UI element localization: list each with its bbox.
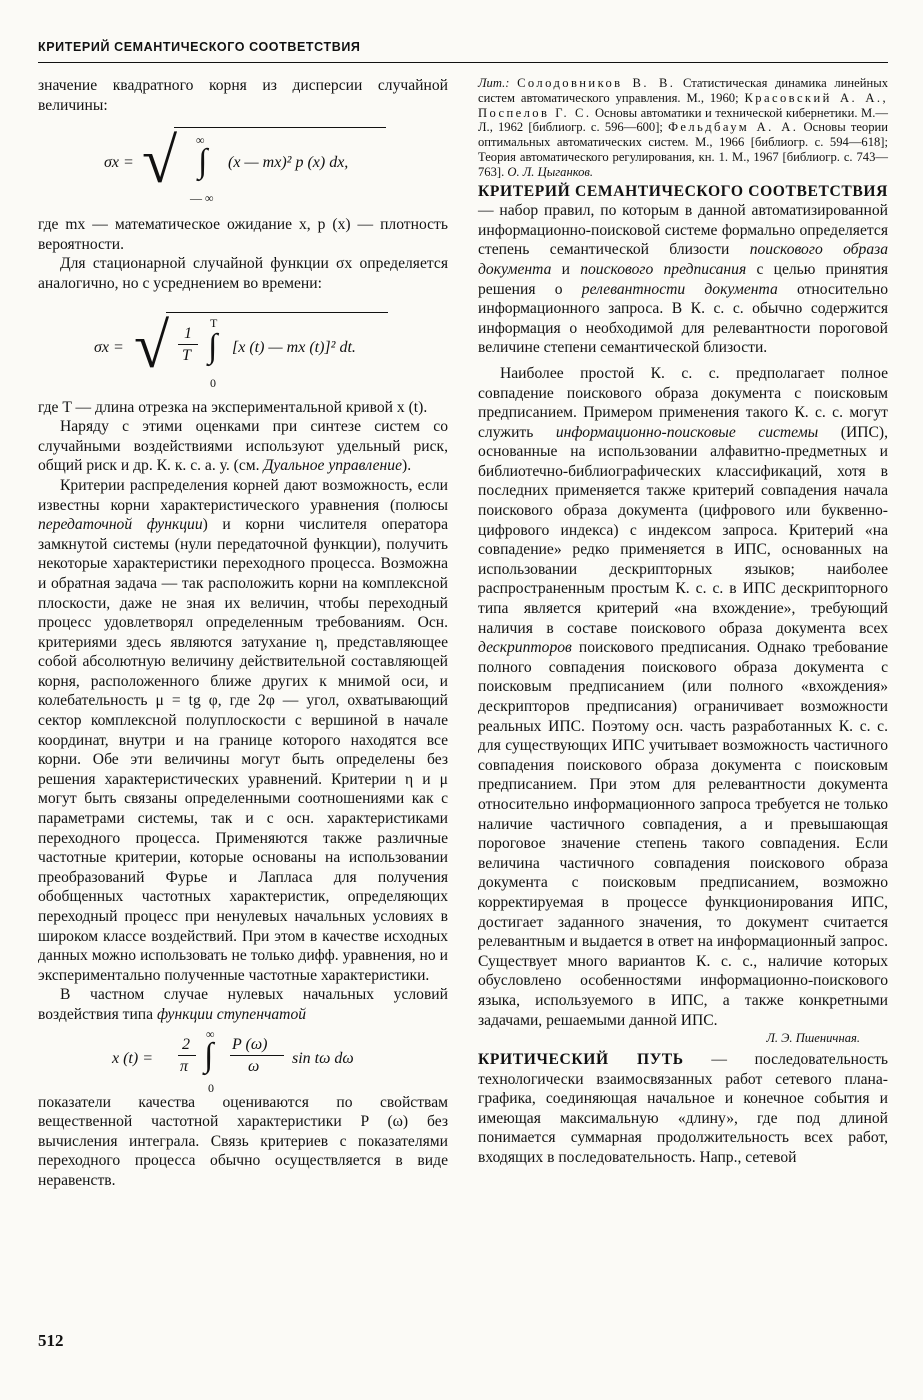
text-run: В частном случае нулевых начальных условий воздействия типа	[38, 986, 448, 1023]
text-run: и	[551, 260, 581, 278]
paragraph: где T — длина отрезка на экспериментальной кривой x (t).	[38, 398, 428, 416]
sqrt-bar	[174, 127, 386, 128]
frac-den: π	[180, 1057, 189, 1075]
text-run: Наряду с этими оценками при синтезе систем со случайными воздействиями используют удельный риск, общий риск и др. К. к. с. а. у. (см.	[38, 418, 448, 475]
text-run: — набор правил, по которым в данной автоматизированной информационно-поисковой системе формально определяется степень семантической близости	[478, 202, 888, 259]
inner-bar	[230, 1055, 284, 1056]
frac-den: T	[182, 346, 191, 364]
text-run: (ИПС), основанные на использовании алфавитно-предметных и библиотечно-библиографических классификаций, хотя в последних применяется также критерий совпадения начала поискового образа документа (цифрового или буквенно-цифрового индекса) с индексом запроса. Критерий «на совпадение» редко применяется в ИПС, основанных на использовании дескрипторных языков; наиболее распространенным простым К. с. с. в ИПС дескрипторного типа является критерий «на вхождение», требующий наличия в составе поискового образа документа всех	[478, 423, 888, 637]
paragraph	[38, 476, 448, 985]
text-run: поискового предписания. Однако требование полного совпадения поискового образа документа с поисковым предписанием (или полного «вхождения» дескрипторов предписания) ограничивает возможности реальных ИПС. Поэтому осн. часть разработанных К. с. с. для существующих ИПС учитывает возможность частичного совпадения поискового образа документа с поисковым предписанием. При этом для релевантности документа относительно информационного запроса требуется не только наличие частичного совпадения, а и превышающая пороговое значение степень такого совпадения. Если величина частичного совпадения поискового образа документа с поисковым предписанием, возможно корректируемая в процессе функционирования ИПС, достигает заданного значения, то документ считается релевантным и выдается в ответ на информационный запрос. Существует много вариантов К. с. с., наличие которых обусловлено особенностями информационно-поискового языка, используемого в ИПС, а также конкретными задачами, решаемыми данной ИПС.	[478, 639, 888, 1029]
formula-lhs: x (t) =	[112, 1049, 153, 1067]
cross-reference: поискового предписания	[580, 260, 747, 278]
integral-lower: 0	[210, 375, 216, 390]
text-run: Критерии распределения корней дают возможность, если известны корни характеристического уравнения (полюсы	[38, 476, 448, 514]
signature: О. Л. Цыганков.	[507, 164, 594, 179]
integral-sign: ∫	[204, 1036, 214, 1074]
signature: Л. Э. Пшеничная.	[766, 1031, 860, 1046]
sqrt-sign: √	[134, 309, 170, 381]
paragraph	[38, 417, 448, 476]
formula-sigma-x	[38, 115, 448, 215]
cross-reference: поискового образа документа	[478, 241, 889, 278]
entry-term: КРИТИЧЕСКИЙ ПУТЬ	[478, 1051, 684, 1069]
formula-sigma-x-time	[38, 294, 448, 398]
integrand: [x (t) — mx (t)]² dt.	[232, 338, 356, 356]
integral-upper: ∞	[206, 1026, 215, 1041]
running-head: КРИТЕРИЙ СЕМАНТИЧЕСКОГО СООТВЕТСТВИЯ	[38, 40, 361, 54]
paragraph: Для стационарной случайной функции σx определяется аналогично, но с усреднением во времени:	[38, 255, 448, 292]
bibliography-label: Лит.:	[478, 76, 510, 90]
page-number: 512	[38, 1331, 64, 1350]
cross-reference: функции ступенчатой	[156, 1005, 307, 1023]
integral-lower: 0	[208, 1080, 214, 1095]
formula-lhs: σx =	[104, 154, 134, 172]
frac-bar	[178, 344, 198, 345]
right-column	[478, 76, 888, 1168]
text-run: ).	[402, 457, 412, 475]
text-run: — последовательность технологически взаимосвязанных работ сетевого плана-графика, соединяющая начальное и конечное события и имеющая максимальную «длину», где под длиной понимается суммарная продолжительность всех работ, входящих в последовательность. Напр., сетевой	[478, 1051, 888, 1167]
inner-den: ω	[248, 1057, 260, 1075]
bibliography	[478, 76, 888, 180]
formula-step-response	[38, 1025, 448, 1093]
frac-bar	[178, 1055, 196, 1056]
frac-num: 1	[184, 324, 192, 342]
formula-tail: sin tω dω	[292, 1049, 354, 1067]
integrand: (x — mx)² p (x) dx,	[228, 154, 349, 172]
integral-lower: — ∞	[190, 191, 214, 206]
cross-reference: передаточной функции	[38, 516, 203, 534]
paragraph: где mx — математическое ожидание x, p (x) — плотность вероятности.	[38, 216, 448, 253]
text-run: относительно информационного запроса. В К. с. с. обычно содержится информация о необходимой для релевантности пороговой величине степени семантической близости.	[478, 280, 889, 357]
text-run: Наиболее простой К. с. с. предполагает полное совпадение поискового образа документа с поисковым предписанием. Примером применения такого К. с. с. могут служить	[478, 364, 888, 441]
integral-sign: ∫	[208, 327, 218, 365]
cross-reference: релевантности документа	[581, 280, 778, 298]
paragraph: значение квадратного корня из дисперсии случайной величины:	[38, 77, 448, 114]
author: Фельдбаум А. А.	[668, 120, 799, 135]
cross-reference: дескрипторов	[478, 639, 572, 657]
entry-paragraph	[478, 1050, 888, 1168]
sqrt-sign: √	[142, 125, 178, 197]
paragraph: показатели качества оцениваются по свойствам вещественной частотной характеристики P (ω) без вычисления интеграла. Связь критериев с показателями переходного процесса обычно осуществляется в виде неравенств.	[38, 1093, 448, 1189]
text-run: ) и корни числителя оператора замкнутой системы (нули передаточной функции), получить некоторые характеристики переходного процесса. Возможна и обратная задача — так расположить корни на комплексной плоскости, даже не зная их величин, чтобы переходный процесс удовлетворял определенным требованиям. Осн. критериями здесь являются затухание η, представляющее собой абсолютную величину действительной составляющей корня, расположенного ближе других к мнимой оси, и колебательность μ = tg φ, где 2φ — угол, охватывающий сектор комплексной полуплоскости с вершиной в начале координат, внутри и на границе которого находятся все корни. Обе эти величины могут быть определены без решения характеристических уравнений. Критерии η и μ могут быть связаны определенными соотношениями как с параметрами системы, так и с осн. характеристиками переходного процесса. Применяются также различные частотные критерии, которые основаны на использовании преобразований Фурье и Лапласа для получения обобщенных частотных характеристик, определяющих переходный процесс при ненулевых начальных условиях в широком классе воздействий. При этом в качестве исходных данных можно использовать не только дифф. уравнения, но и экспериментально полученные частотные характеристики.	[38, 516, 448, 984]
header-rule	[38, 62, 888, 63]
text-run: Статистическая динамика линейных систем автоматического управления. М., 1960;	[478, 76, 888, 105]
paragraph	[478, 364, 888, 1030]
text-run: Основы автоматики и технической кибернетики. М.— Л., 1962 [библиогр. с. 596—600];	[478, 105, 888, 135]
author: Красовский А. А., Поспелов Г. С.	[478, 90, 888, 120]
inner-num: P (ω)	[232, 1035, 268, 1053]
paragraph	[38, 985, 448, 1024]
entry-paragraph	[478, 182, 888, 358]
text-run: с целью принятия решения о	[478, 260, 888, 298]
cross-reference: Дуальное управление	[263, 457, 403, 475]
text-run: Основы теории оптимальных автоматических систем. М., 1966 [библиогр. с. 594—618]; Теория автоматического регулирования, кн. 1. М., 1967 [библиогр. с. 743—763].	[478, 120, 889, 179]
integral-sign: ∫	[198, 143, 208, 181]
left-column	[38, 76, 448, 1191]
frac-num: 2	[182, 1035, 190, 1053]
author: Солодовников В. В.	[517, 76, 676, 90]
cross-reference: информационно-поисковые системы	[555, 423, 819, 441]
integral-upper: T	[210, 315, 218, 330]
integral-upper: ∞	[196, 133, 205, 148]
entry-term: КРИТЕРИЙ СЕМАНТИЧЕСКОГО СООТВЕТСТВИЯ	[478, 182, 888, 200]
sqrt-bar	[166, 312, 388, 313]
formula-lhs: σx =	[94, 338, 124, 356]
